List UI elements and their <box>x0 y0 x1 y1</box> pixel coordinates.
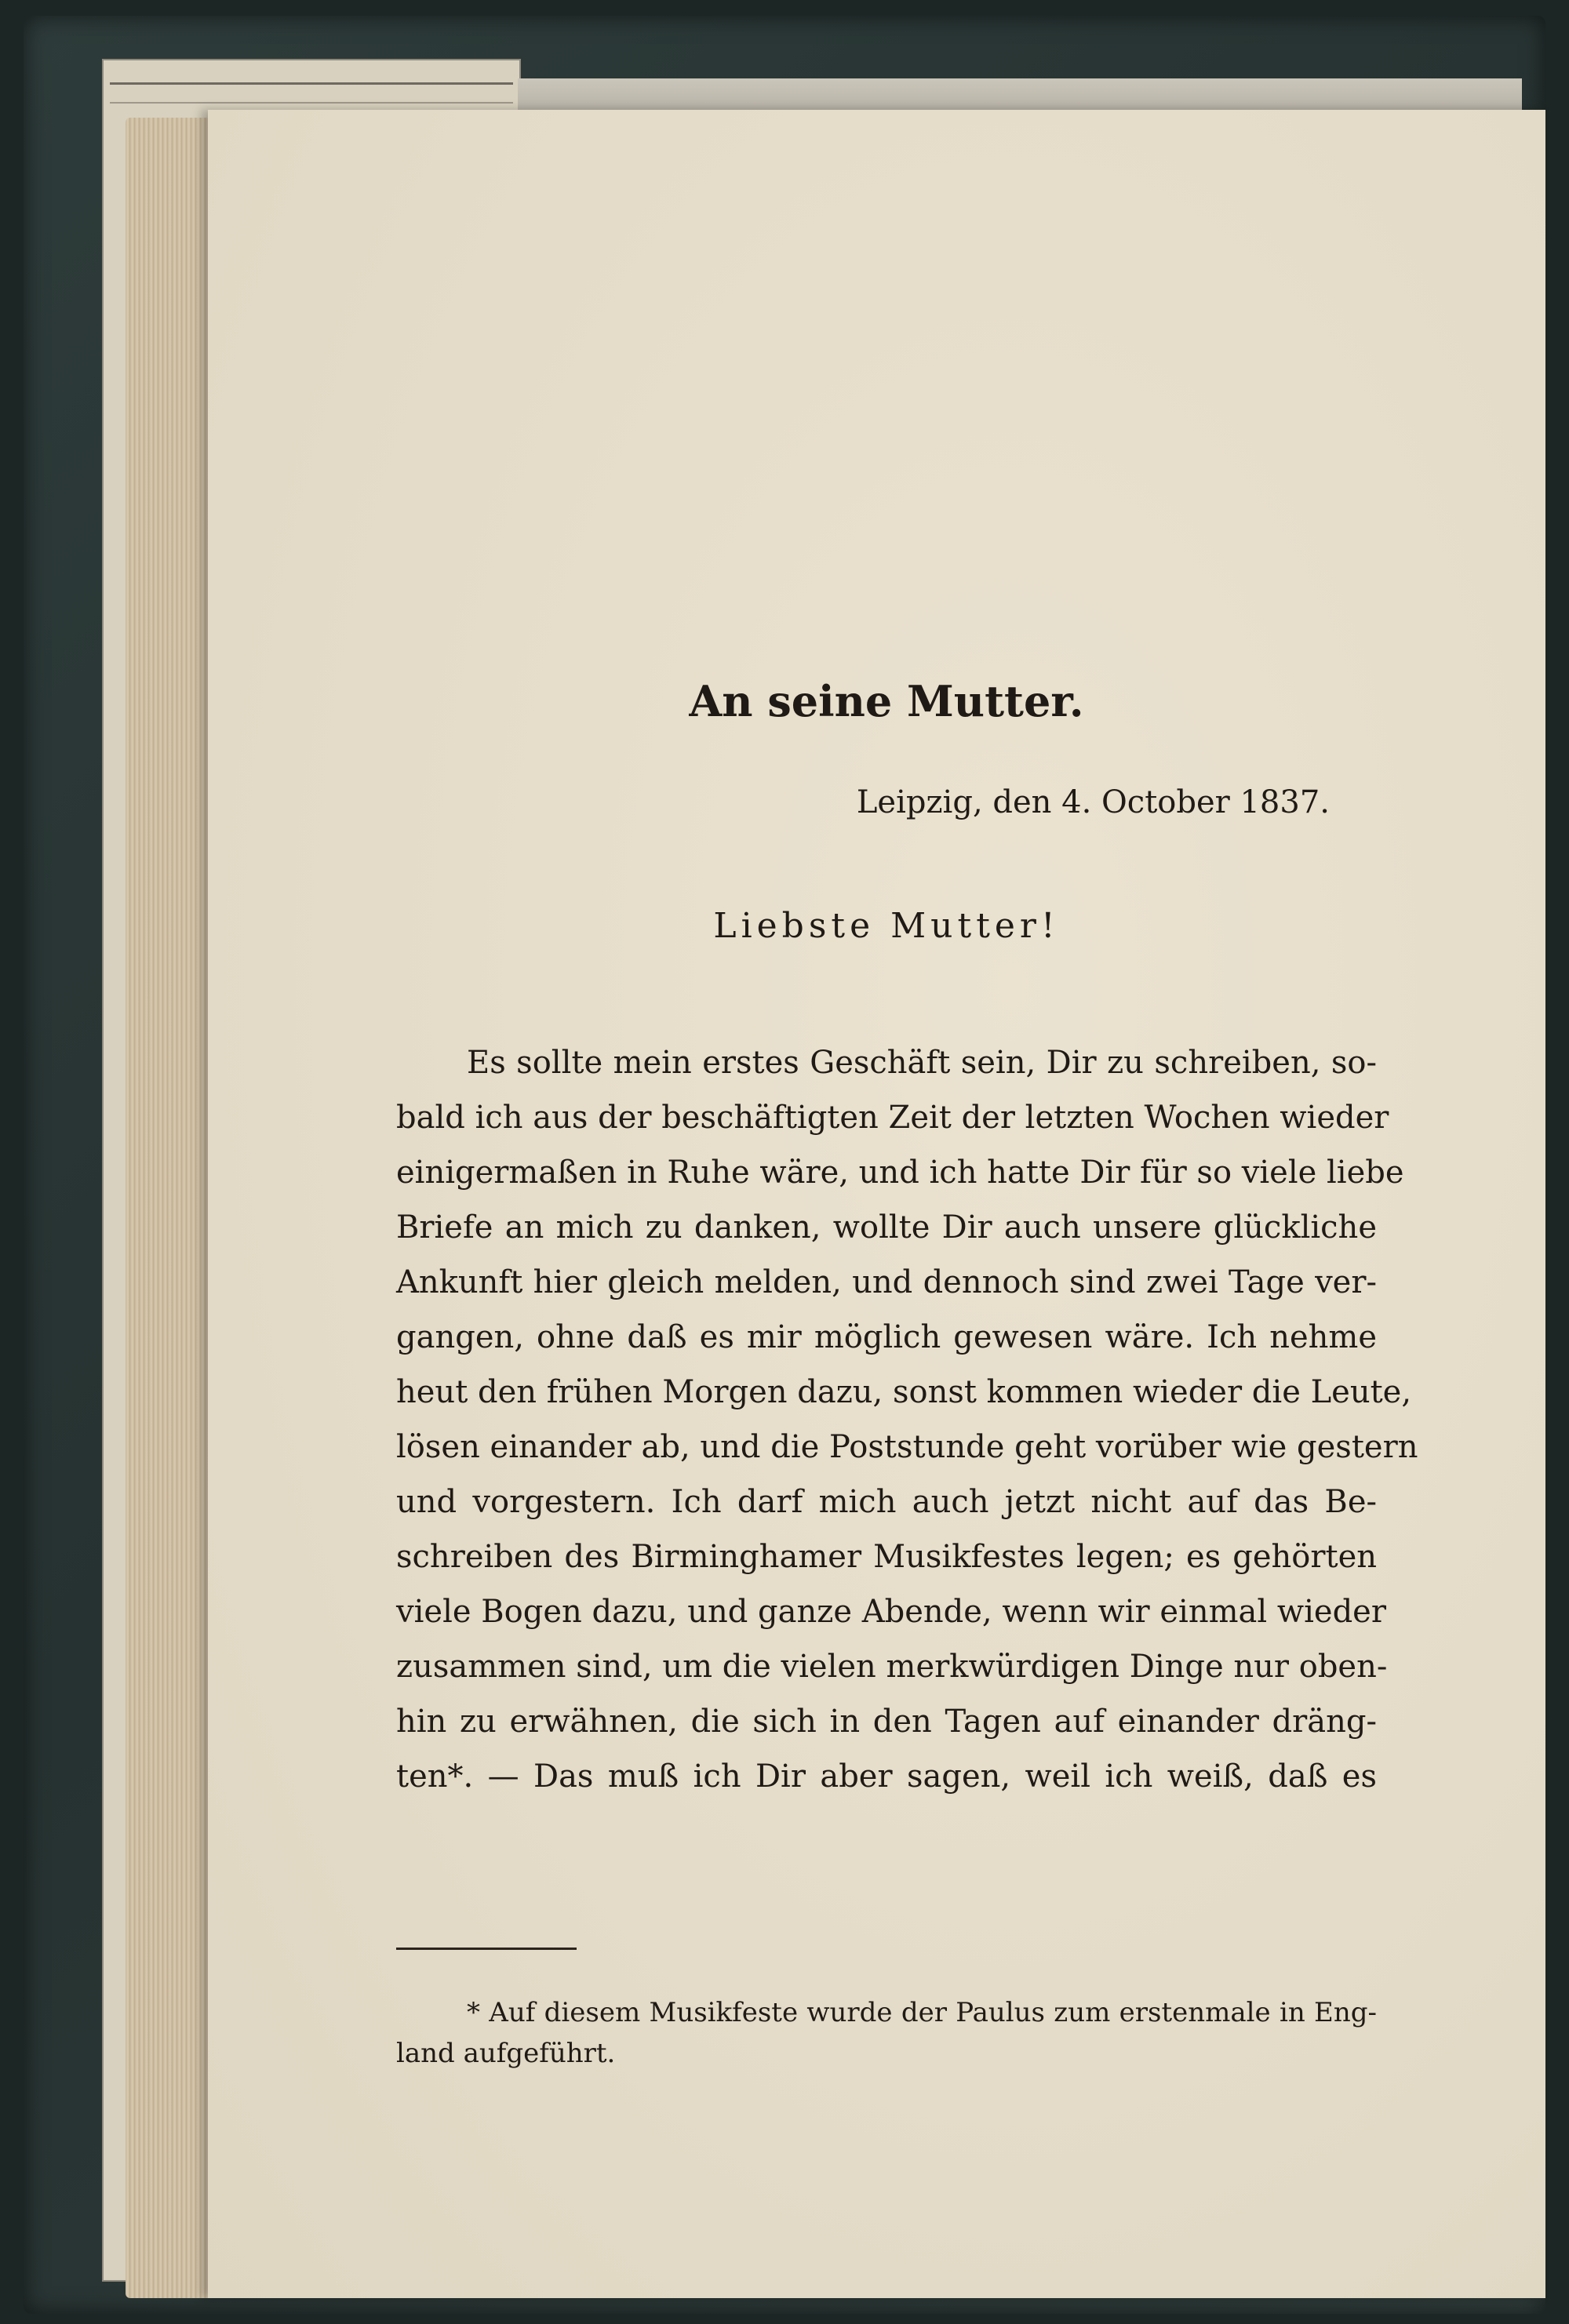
salutation: Liebste Mutter! <box>713 906 1060 946</box>
footnote-line: * Auf diesem Musikfeste wurde der Paulus zum erstenmale in Eng- <box>467 1997 1377 2028</box>
body-line: einigermaßen in Ruhe wäre, und ich hatte Dir für so viele liebe <box>396 1155 1404 1191</box>
body-line: zusammen sind, um die vielen merkwürdigen Dinge nur oben- <box>396 1649 1388 1685</box>
letter-body <box>396 1035 1418 1804</box>
body-line: Es sollte mein erstes Geschäft sein, Dir zu schreiben, so- <box>467 1045 1377 1081</box>
dateline: Leipzig, den 4. October 1837. <box>856 784 1330 820</box>
body-line: heut den frühen Morgen dazu, sonst kommen wieder die Leute, <box>396 1374 1412 1410</box>
footnote-rule <box>396 1948 577 1950</box>
body-line: viele Bogen dazu, und ganze Abende, wenn wir einmal wieder <box>396 1594 1386 1630</box>
body-line: bald ich aus der beschäftigten Zeit der letzten Wochen wieder <box>396 1100 1389 1136</box>
body-line: gangen, ohne daß es mir möglich gewesen wäre. Ich nehme <box>396 1319 1377 1355</box>
body-line: Briefe an mich zu danken, wollte Dir auch unsere glückliche <box>396 1209 1377 1246</box>
body-line: lösen einander ab, und die Poststunde geht vorüber wie gestern <box>396 1429 1418 1465</box>
footnote <box>396 1992 1377 2074</box>
body-line: und vorgestern. Ich darf mich auch jetzt nicht auf das Be- <box>396 1484 1377 1520</box>
page-top-edge <box>518 78 1522 110</box>
page-text-block <box>396 110 1418 2298</box>
body-line: hin zu erwähnen, die sich in den Tagen auf einander dräng- <box>396 1704 1377 1740</box>
body-line: schreiben des Birminghamer Musikfestes legen; es gehörten <box>396 1539 1377 1575</box>
body-line: ten*. — Das muß ich Dir aber sagen, weil ich weiß, daß es <box>396 1758 1377 1795</box>
letter-heading: An seine Mutter. <box>689 676 1084 726</box>
flyleaf-band <box>110 82 513 104</box>
footnote-line: land aufgeführt. <box>396 2038 616 2069</box>
body-line: Ankunft hier gleich melden, und dennoch sind zwei Tage ver- <box>396 1264 1377 1300</box>
book-page <box>208 110 1545 2298</box>
